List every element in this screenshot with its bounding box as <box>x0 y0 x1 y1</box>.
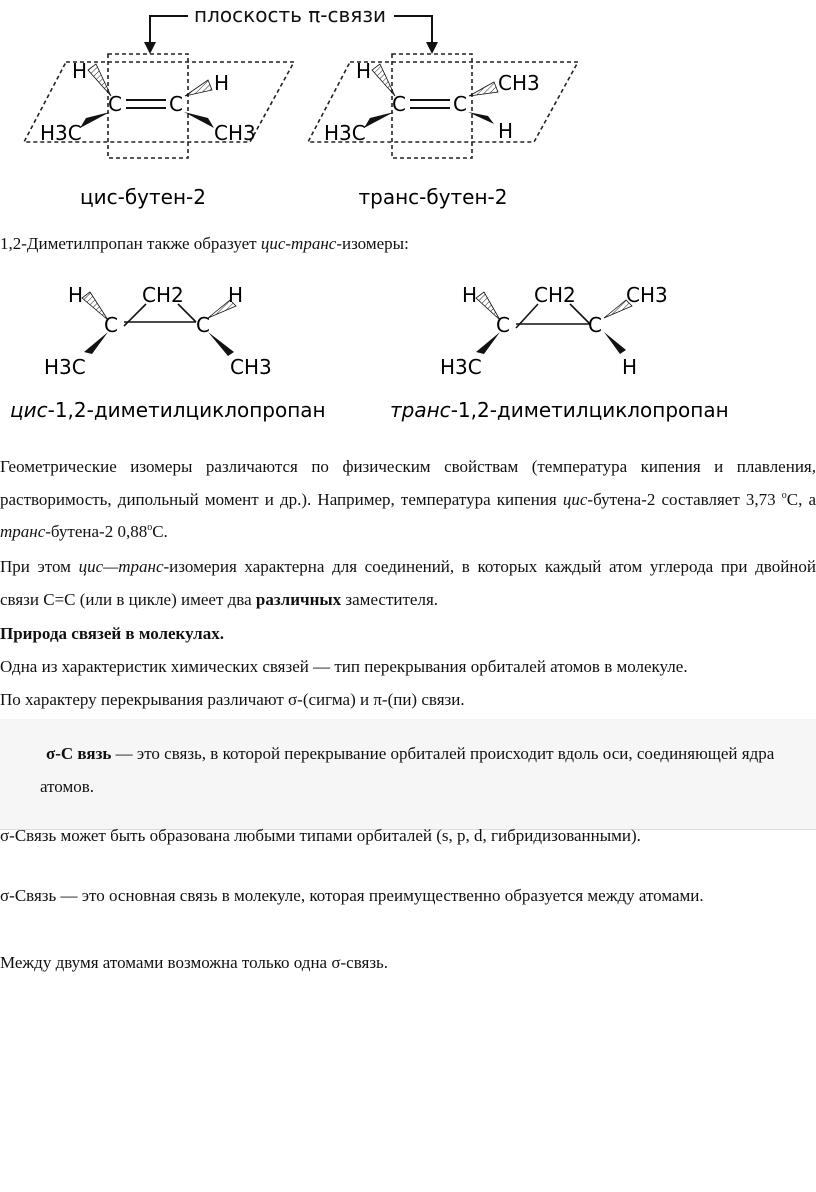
butene-isomers-figure <box>0 0 816 220</box>
atom-label: CH2 <box>534 283 576 307</box>
atom-label: CH3 <box>214 121 256 145</box>
cis-butene-caption: цис-бутен-2 <box>80 185 206 209</box>
atom-label: H3C <box>440 355 482 379</box>
plane-arrow-left <box>150 16 188 44</box>
atom-label: C <box>392 92 406 116</box>
cis-butene-2-structure <box>24 54 294 158</box>
cis-dimethylcyclopropane-structure <box>44 283 272 379</box>
atom-label: H <box>356 59 372 83</box>
trans-butene-2-structure <box>308 54 578 158</box>
atom-label: CH3 <box>626 283 668 307</box>
line-orbital-types: σ-Связь может быть образована любыми типами орбиталей (s, p, d, гибридизованными). <box>0 826 641 845</box>
atom-label: H <box>214 71 230 95</box>
atom-label: C <box>104 313 118 337</box>
atom-label: H <box>498 119 514 143</box>
paragraph-main-bond: σ-Связь — это основная связь в молекуле, которая преимущественно образуется между атомами. <box>0 886 704 905</box>
atom-label: CH3 <box>498 71 540 95</box>
atom-label: C <box>453 92 467 116</box>
atom-label: H <box>228 283 244 307</box>
atom-label: H3C <box>324 121 366 145</box>
sigma-definition-text: σ-С вязь — это связь, в которой перекрывание орбиталей происходит вдоль оси, соединяющей ядра атомов. <box>40 744 775 796</box>
paragraph-geometric-isomers: Геометрические изомеры различаются по физическим свойствам (температура кипения и плавления, растворимость, дипольный момент и др.). Например, температура кипения цис-бутена-2 составляет 3,73 $^o$С, а транс-бутена-2 0,88$^o$С. <box>0 457 816 541</box>
atom-label: CH2 <box>142 283 184 307</box>
atom-label: C <box>496 313 510 337</box>
intro-line: 1,2-Диметилпропан также образует цис-транс-изомеры: <box>0 234 409 253</box>
cis-cyclopropane-caption: цис-1,2-диметилциклопропан <box>10 398 326 422</box>
line-bond-types: По характеру перекрывания различают σ-(сигма) и π-(пи) связи. <box>0 690 465 709</box>
trans-cyclopropane-caption: транс-1,2-диметилциклопропан <box>390 398 729 422</box>
atom-label: CH3 <box>230 355 272 379</box>
cyclopropane-isomers-figure <box>0 270 816 430</box>
plane-label: плоскость π-связи <box>194 3 386 27</box>
atom-label: H <box>462 283 478 307</box>
atom-label: H <box>622 355 638 379</box>
atom-label: C <box>169 92 183 116</box>
trans-butene-caption: транс-бутен-2 <box>358 185 508 209</box>
atom-label: C <box>196 313 210 337</box>
atom-label: C <box>588 313 602 337</box>
line-single-sigma: Между двумя атомами возможна только одна σ-связь. <box>0 953 389 972</box>
section-heading: Природа связей в молекулах. <box>0 624 224 643</box>
atom-label: H3C <box>40 121 82 145</box>
atom-label: H <box>68 283 84 307</box>
sigma-definition-box <box>0 719 816 830</box>
trans-dimethylcyclopropane-structure <box>440 283 668 379</box>
line-overlap-type: Одна из характеристик химических связей — тип перекрывания орбиталей атомов в молекуле. <box>0 657 688 676</box>
atom-label: H3C <box>44 355 86 379</box>
atom-label: H <box>72 59 88 83</box>
atom-label: C <box>108 92 122 116</box>
paragraph-cis-trans: При этом цис—транс-изомерия характерна для соединений, в которых каждый атом углерода при двойной связи С=С (или в цикле) имеет два различных заместителя. <box>0 557 816 609</box>
plane-arrow-right <box>394 16 432 44</box>
